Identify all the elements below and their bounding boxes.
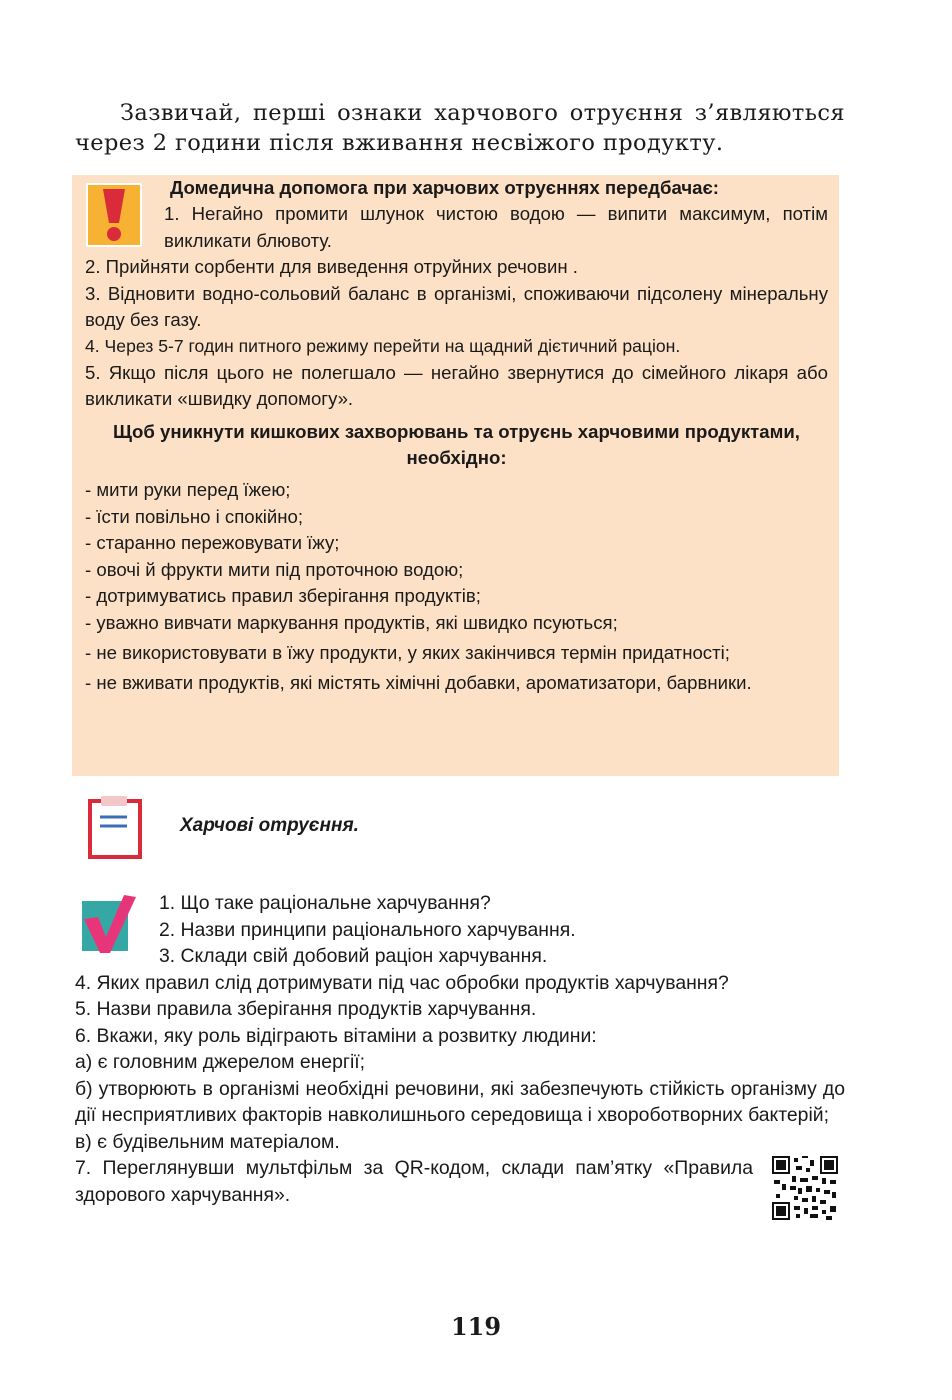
first-aid-step: 2. Прийняти сорбенти для виведення отруйних речовин . xyxy=(85,256,578,278)
question: 6. Вкажи, яку роль відіграють вітаміни а розвитку людини: xyxy=(75,1024,597,1047)
answer-option: б) утворюють в організмі необхідні речовини, які забезпечують стійкість організму до дії несприятливих факторів навколишнього середовища і хвороботворних бактерій; xyxy=(75,1077,845,1126)
prevention-list xyxy=(85,477,828,696)
question: 3. Склади свій добовий раціон харчування. xyxy=(159,945,548,967)
qr-code-icon[interactable] xyxy=(772,1156,838,1220)
exclamation-icon xyxy=(86,183,142,247)
list-item: - не вживати продуктів, які містять хімічні добавки, ароматизатори, барвники. xyxy=(85,672,752,694)
clipboard-icon xyxy=(87,795,147,861)
first-aid-step: 5. Якщо після цього не полегшало — негайно звернутися до сімейного лікаря або викликати «швидку допомогу». xyxy=(85,361,828,410)
intro-paragraph xyxy=(75,98,845,158)
question: 5. Назви правила зберігання продуктів харчування. xyxy=(75,998,537,1020)
list-item: - не використовувати в їжу продукти, у яких закінчився термін придатності; xyxy=(85,641,730,663)
list-item: - мити руки перед їжею; xyxy=(85,479,291,501)
first-aid-title: Домедична допомога при харчових отруєннях передбачає: xyxy=(170,177,719,198)
answer-option: а) є головним джерелом енергії; xyxy=(75,1051,366,1073)
note-label: Харчові отруєння. xyxy=(180,815,359,836)
answer-option: в) є будівельним матеріалом. xyxy=(75,1130,340,1153)
page-number: 119 xyxy=(450,1312,502,1341)
first-aid-box xyxy=(72,175,839,776)
prevention-title: Щоб уникнути кишкових захворювань та отруєнь харчовими продуктами, необхідно: xyxy=(113,420,800,469)
intro-text: Зазвичай, перші ознаки харчового отруєння з’являються через 2 години після вживання несвіжого продукту. xyxy=(75,100,845,156)
first-aid-step: 4. Через 5-7 годин питного режиму перейти на щадний дієтичний раціон. xyxy=(85,336,681,357)
review-questions xyxy=(75,890,845,1208)
first-aid-step: 3. Відновити водно-сольовий баланс в організмі, споживаючи підсолену мінеральну воду без газу. xyxy=(85,282,828,331)
question: 4. Яких правил слід дотримувати під час обробки продуктів харчування? xyxy=(75,971,729,994)
question: 7. Переглянувши мультфільм за QR-кодом, склади пам’ятку «Правила здорового харчування». xyxy=(75,1157,753,1206)
list-item: - їсти повільно і спокійно; xyxy=(85,505,304,527)
list-item: - дотримуватись правил зберігання продуктів; xyxy=(85,585,481,607)
question: 2. Назви принципи раціонального харчування. xyxy=(159,918,576,941)
question: 1. Що таке раціональне харчування? xyxy=(159,892,491,914)
list-item: - уважно вивчати маркування продуктів, які швидко псуються; xyxy=(85,611,618,633)
first-aid-step: 1. Негайно промити шлунок чистою водою — випити максимум, потім викликати блювоту. xyxy=(164,203,828,251)
list-item: - старанно пережовувати їжу; xyxy=(85,532,340,554)
list-item: - овочі й фрукти мити під проточною водою; xyxy=(85,558,464,580)
